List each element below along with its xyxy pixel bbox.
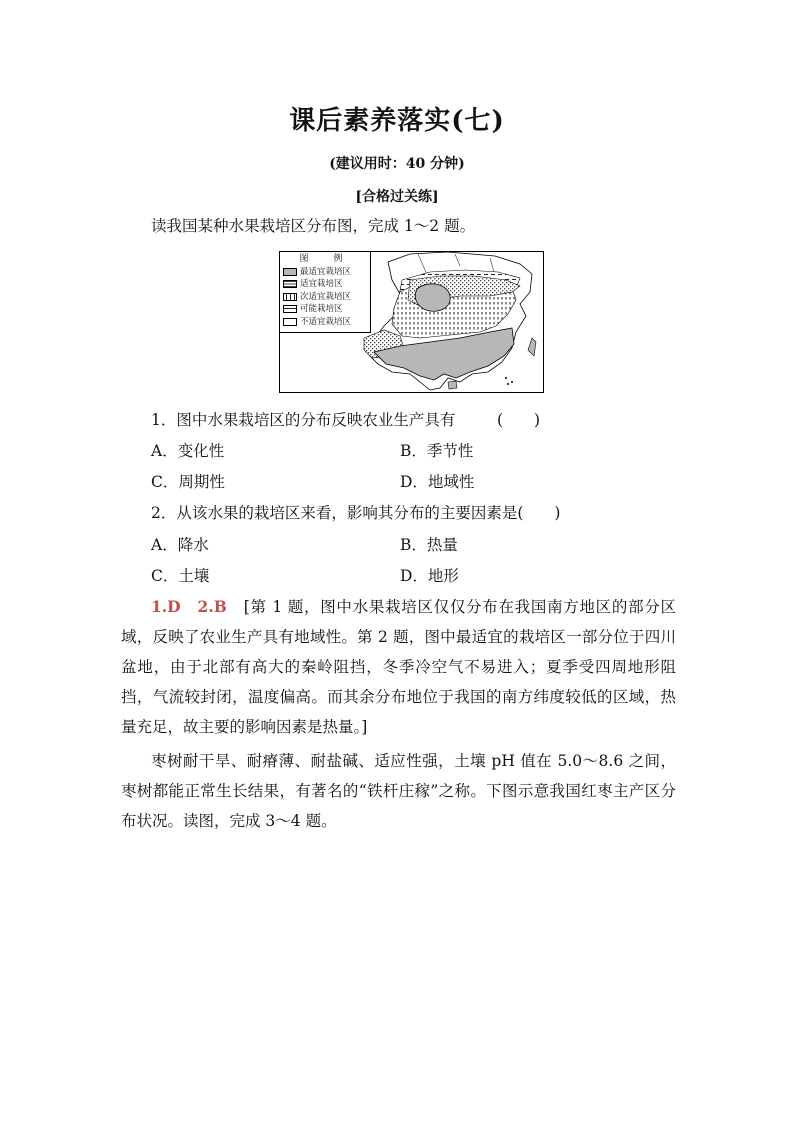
legend-label: 最适宜栽培区 <box>300 266 352 277</box>
legend-title: 图 例 <box>299 254 351 264</box>
q2-option-c[interactable]: C．土壤 <box>151 567 210 585</box>
time-hint: (建议用时：40 分钟) <box>329 156 465 172</box>
answer-explanation <box>121 592 676 742</box>
swatch-dash-icon <box>283 305 297 313</box>
legend-label: 不适宜栽培区 <box>300 316 352 327</box>
swatch-vertical-dots-icon <box>283 293 297 301</box>
q1-paren: ( ) <box>497 411 541 429</box>
swatch-gray-icon <box>283 268 297 276</box>
q2-stem: 2．从该水果的栽培区来看，影响其分布的主要因素是( ) <box>151 504 561 522</box>
legend-item-less-suitable <box>280 291 370 304</box>
q2-option-d[interactable]: D．地形 <box>400 567 459 585</box>
swatch-grid-icon <box>283 280 297 288</box>
map-legend <box>280 252 371 333</box>
legend-item-suitable <box>280 278 370 291</box>
page-title: 课后素养落实(七) <box>289 106 505 136</box>
intro-q3-4: 枣树耐干旱、耐瘠薄、耐盐碱、适应性强，土壤 pH 值在 5.0～8.6 之间，枣树都能正常生长结果，有著名的“铁杆庄稼”之称。下图示意我国红枣主产区分布状况。读图，完成 3～4 题。 <box>121 752 676 830</box>
q1-option-b[interactable]: B．季节性 <box>400 442 474 460</box>
q1-option-a[interactable]: A．变化性 <box>151 442 225 460</box>
q2-option-a[interactable]: A．降水 <box>151 536 209 554</box>
fruit-distribution-map <box>279 251 544 393</box>
swatch-blank-icon <box>283 318 297 326</box>
legend-item-possible <box>280 303 370 316</box>
answer-text: [第 1 题，图中水果栽培区仅仅分布在我国南方地区的部分区域，反映了农业生产具有地域性。第 2 题，图中最适宜的栽培区一部分位于四川盆地，由于北部有高大的秦岭阻挡，冬季冷空气不易进入；夏季受四周地形阻挡，气流较封闭，温度偏高。而其余分布地位于我国的南方纬度较低的区域，热量充足，故主要的影响因素是热量。] <box>121 598 676 736</box>
q1-option-c[interactable]: C．周期性 <box>151 473 225 491</box>
answer-key: 1.D 2.B <box>151 597 227 616</box>
q2-option-b[interactable]: B．热量 <box>400 536 458 554</box>
section-label: [合格过关练] <box>355 189 439 205</box>
legend-item-most-suitable <box>280 266 370 279</box>
legend-label: 适宜栽培区 <box>300 279 343 289</box>
legend-label: 次适宜栽培区 <box>300 291 352 302</box>
q1-option-d[interactable]: D．地域性 <box>400 473 475 491</box>
legend-label: 可能栽培区 <box>300 304 343 314</box>
q1-stem: 1．图中水果栽培区的分布反映农业生产具有 <box>151 411 456 429</box>
legend-item-unsuitable <box>280 316 370 329</box>
intro-q1-2: 读我国某种水果栽培区分布图，完成 1～2 题。 <box>151 217 476 235</box>
